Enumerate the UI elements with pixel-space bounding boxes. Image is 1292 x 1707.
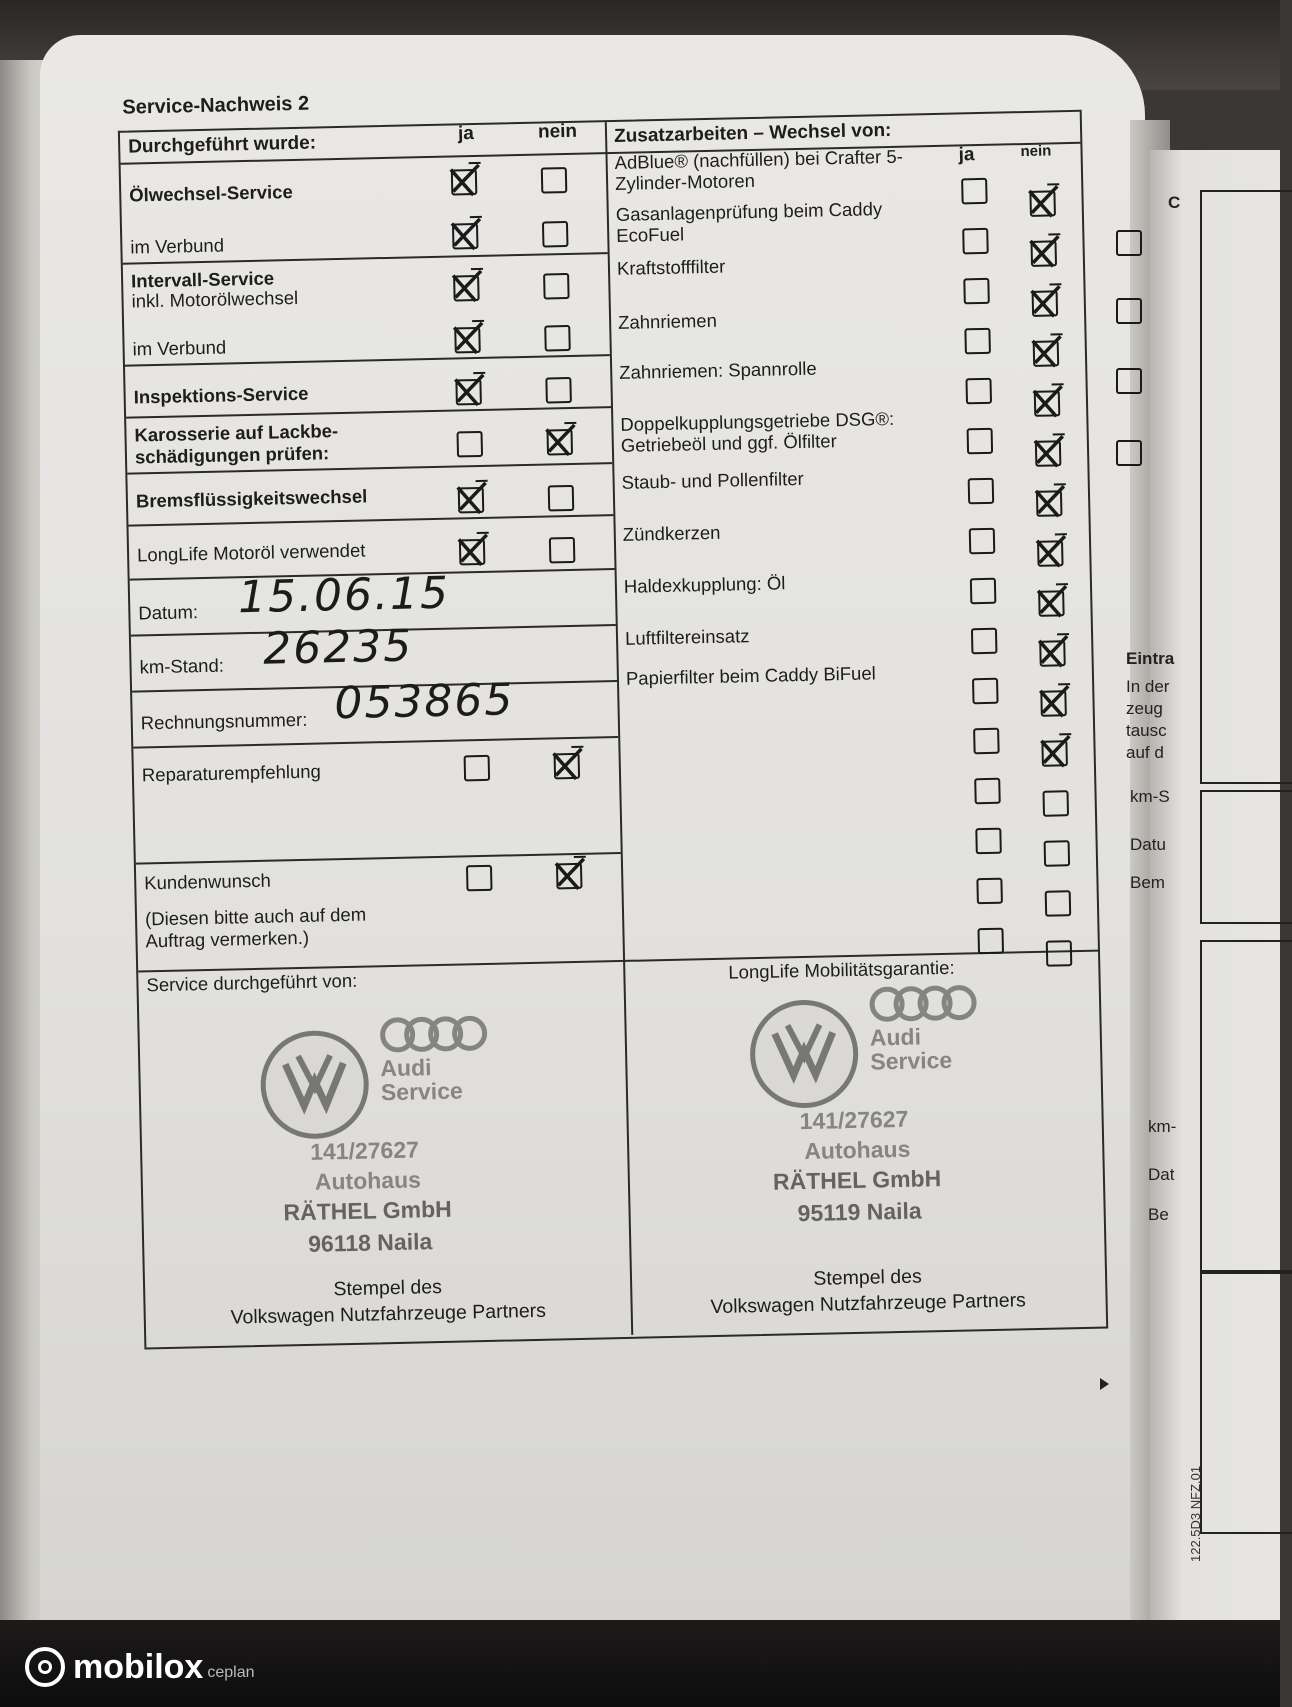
next-page-text: auf d: [1126, 743, 1164, 762]
kundenwunsch-note-1: (Diesen bitte auch auf dem: [144, 903, 367, 930]
watermark-brand: mobilox: [73, 1647, 204, 1686]
checkbox-zusatz-ja[interactable]: [964, 328, 991, 355]
row-label-im-verbund-2: im Verbund: [132, 336, 227, 360]
checkbox-zusatz-ja[interactable]: [973, 728, 1000, 755]
row-divider: [136, 852, 621, 865]
checkbox-zusatz-ja[interactable]: [961, 178, 988, 205]
mobilox-logo-icon: [25, 1647, 65, 1687]
checkbox-nein[interactable]: [549, 537, 576, 564]
checkbox-zusatz-nein[interactable]: [1029, 190, 1056, 217]
km-stand-value: 26235: [262, 620, 414, 675]
next-page-text: Datu: [1130, 835, 1166, 854]
service-record-form: [62, 69, 1129, 1356]
right-row-label: Zündkerzen: [622, 521, 721, 545]
next-page-box-2: [1200, 790, 1292, 924]
row-label-oelwechsel: Ölwechsel-Service: [129, 180, 293, 206]
checkbox-zusatz-nein[interactable]: [1039, 640, 1066, 667]
checkbox-zusatz-nein[interactable]: [1035, 440, 1062, 467]
checkbox-zusatz-ja[interactable]: [965, 378, 992, 405]
row-label-karosserie: Karosserie auf Lackbe-: [134, 420, 339, 446]
right-row-label: Staub- und Pollenfilter: [621, 467, 804, 493]
checkbox-zusatz-nein[interactable]: [1046, 940, 1073, 967]
next-page-text: C: [1168, 193, 1181, 212]
checkbox-zusatz-ja[interactable]: [976, 878, 1003, 905]
checkbox-nein[interactable]: [543, 273, 570, 300]
stamp-number: 141/27627: [309, 1136, 420, 1165]
right-header-ja: ja: [958, 144, 975, 166]
right-row-label: Gasanlagenprüfung beim Caddy: [615, 198, 883, 225]
signature-caption-left-2: Volkswagen Nutzfahrzeuge Partners: [230, 1299, 547, 1329]
next-page-checkbox: [1116, 368, 1142, 394]
left-header-label: Durchgeführt wurde:: [127, 132, 317, 158]
right-row-label: Haldexkupplung: Öl: [623, 572, 786, 597]
checkbox-nein[interactable]: [545, 377, 572, 404]
stamp-line-3: 95119 Naila: [797, 1197, 922, 1227]
audi-rings-icon: [377, 1013, 498, 1056]
form-title: Service-Nachweis 2: [122, 92, 310, 119]
row-label-intervall-sub: inkl. Motorölwechsel: [131, 286, 299, 312]
checkbox-ja[interactable]: [453, 275, 480, 302]
stamp-line-1: Autohaus: [803, 1135, 911, 1165]
row-divider: [133, 736, 618, 749]
checkbox-kundenwunsch-nein[interactable]: [556, 863, 583, 890]
right-header-nein: nein: [1020, 142, 1052, 161]
next-page-checkbox: [1116, 298, 1142, 324]
next-page-text: Be: [1148, 1205, 1169, 1224]
next-page-text: Eintra: [1126, 649, 1175, 668]
checkbox-ja[interactable]: [458, 487, 485, 514]
checkbox-zusatz-ja[interactable]: [972, 678, 999, 705]
stamp-line-2: RÄTHEL GmbH: [283, 1195, 452, 1226]
right-row-label-sub: Zylinder-Motoren: [614, 169, 756, 194]
next-page-text: Dat: [1148, 1165, 1175, 1184]
stamp-audi-text: Audi: [380, 1054, 432, 1082]
checkbox-zusatz-nein[interactable]: [1044, 840, 1071, 867]
stamp-number: 141/27627: [799, 1105, 909, 1135]
stamp-line-2: RÄTHEL GmbH: [772, 1165, 942, 1195]
checkbox-zusatz-ja[interactable]: [968, 478, 995, 505]
next-page-box-3: [1200, 940, 1292, 1274]
checkbox-nein[interactable]: [546, 429, 573, 456]
checkbox-nein[interactable]: [544, 325, 571, 352]
rechnungsnummer-label: Rechnungsnummer:: [140, 708, 308, 734]
checkbox-zusatz-nein[interactable]: [1036, 490, 1063, 517]
km-stand-label: km-Stand:: [139, 654, 225, 678]
stamp-line-3: 96118 Naila: [307, 1228, 433, 1257]
row-label-intervall: Intervall-Service: [130, 267, 275, 292]
watermark: [25, 1647, 255, 1687]
datum-value: 15.06.15: [237, 567, 451, 624]
checkbox-kundenwunsch-ja[interactable]: [466, 865, 493, 892]
right-row-label-sub: EcoFuel: [616, 223, 685, 246]
checkbox-nein[interactable]: [542, 221, 569, 248]
service-by-label: Service durchgeführt von:: [146, 969, 358, 996]
checkbox-nein[interactable]: [548, 485, 575, 512]
left-header-ja: ja: [457, 123, 475, 145]
next-page-box-4: [1200, 1270, 1292, 1534]
checkbox-ja[interactable]: [455, 379, 482, 406]
checkbox-zusatz-nein[interactable]: [1038, 590, 1065, 617]
next-page-text: Bem: [1130, 873, 1165, 892]
checkbox-zusatz-nein[interactable]: [1045, 890, 1072, 917]
right-header-label: Zusatzarbeiten – Wechsel von:: [613, 119, 892, 147]
right-row-label: Zahnriemen: [617, 309, 718, 333]
checkbox-zusatz-ja[interactable]: [967, 428, 994, 455]
checkbox-zusatz-ja[interactable]: [975, 828, 1002, 855]
row-label-inspektion: Inspektions-Service: [133, 382, 309, 408]
checkbox-zusatz-nein[interactable]: [1030, 240, 1057, 267]
stamp-service-text: Service: [380, 1077, 464, 1106]
row-label-im-verbund-1: im Verbund: [130, 234, 225, 258]
checkbox-zusatz-ja[interactable]: [977, 928, 1004, 955]
checkbox-zusatz-nein[interactable]: [1037, 540, 1064, 567]
rechnungsnummer-value: 053865: [333, 674, 515, 730]
signature-caption-right-2: Volkswagen Nutzfahrzeuge Partners: [710, 1289, 1027, 1319]
next-page-text: In der: [1126, 677, 1170, 696]
checkbox-zusatz-ja[interactable]: [971, 628, 998, 655]
datum-label: Datum:: [138, 601, 199, 624]
vw-logo-icon: [749, 999, 859, 1109]
checkbox-ja[interactable]: [452, 223, 479, 250]
form-grid: [118, 110, 1108, 1350]
checkbox-ja[interactable]: [451, 169, 478, 196]
checkbox-zusatz-nein[interactable]: [1033, 340, 1060, 367]
next-page-arrow-icon: [1100, 1378, 1109, 1390]
checkbox-ja[interactable]: [456, 431, 483, 458]
reparatur-label: Reparaturempfehlung: [141, 760, 322, 786]
right-row-label: Doppelkupplungsgetriebe DSG®:: [620, 407, 895, 435]
checkbox-zusatz-nein[interactable]: [1032, 290, 1059, 317]
checkbox-zusatz-nein[interactable]: [1041, 740, 1068, 767]
signature-caption-right-1: Stempel des: [813, 1265, 922, 1290]
next-page-box-1: [1200, 190, 1292, 784]
next-page-checkbox: [1116, 230, 1142, 256]
right-row-label-sub: Getriebeöl und ggf. Ölfilter: [620, 430, 837, 456]
checkbox-reparatur-ja[interactable]: [464, 755, 491, 782]
dealer-stamp-left: [249, 1004, 555, 1270]
checkbox-zusatz-nein[interactable]: [1034, 390, 1061, 417]
next-page-text: km-S: [1130, 787, 1170, 806]
checkbox-zusatz-ja[interactable]: [963, 278, 990, 305]
vw-logo-icon: [260, 1030, 370, 1140]
row-divider: [126, 406, 611, 419]
next-page-checkbox: [1116, 440, 1142, 466]
watermark-sub: ceplan: [207, 1664, 255, 1681]
right-row-label: AdBlue® (nachfüllen) bei Crafter 5-: [614, 145, 904, 173]
dealer-stamp-right: [739, 973, 1045, 1239]
kundenwunsch-note-2: Auftrag vermerken.): [145, 926, 310, 952]
next-page-text: zeug: [1126, 699, 1163, 718]
row-label-bremsfluessigkeit: Bremsflüssigkeitswechsel: [135, 485, 368, 512]
right-row-label: Kraftstofffilter: [616, 255, 726, 279]
checkbox-ja[interactable]: [459, 539, 486, 566]
next-page-text: tausc: [1126, 721, 1167, 740]
form-code: 122.5D3 NFZ.01: [1188, 1465, 1203, 1562]
stamp-line-1: Autohaus: [314, 1166, 422, 1195]
next-page-partial: [1126, 150, 1280, 1630]
checkbox-zusatz-ja[interactable]: [970, 578, 997, 605]
stamp-audi-text: Audi: [869, 1023, 922, 1051]
checkbox-zusatz-nein[interactable]: [1042, 790, 1069, 817]
kundenwunsch-label: Kundenwunsch: [144, 869, 271, 894]
row-divider: [128, 514, 613, 527]
center-divider: [605, 122, 633, 1335]
right-row-label: Luftfiltereinsatz: [624, 625, 750, 649]
stamp-service-text: Service: [870, 1046, 953, 1075]
checkbox-zusatz-ja[interactable]: [962, 228, 989, 255]
right-row-label: Zahnriemen: Spannrolle: [619, 357, 817, 383]
checkbox-zusatz-ja[interactable]: [974, 778, 1001, 805]
checkbox-reparatur-nein[interactable]: [554, 753, 581, 780]
checkbox-nein[interactable]: [541, 167, 568, 194]
right-row-label: Papierfilter beim Caddy BiFuel: [625, 662, 876, 689]
checkbox-zusatz-ja[interactable]: [969, 528, 996, 555]
audi-rings-icon: [867, 982, 988, 1025]
checkbox-zusatz-nein[interactable]: [1040, 690, 1067, 717]
checkbox-ja[interactable]: [454, 327, 481, 354]
row-label-longlife: LongLife Motoröl verwendet: [136, 539, 366, 566]
signature-caption-left-1: Stempel des: [333, 1276, 443, 1301]
next-page-text: km-: [1148, 1117, 1177, 1136]
mobility-label: LongLife Mobilitätsgarantie:: [728, 956, 955, 983]
left-header-nein: nein: [537, 120, 578, 143]
row-label-karosserie-sub: schädigungen prüfen:: [134, 442, 330, 468]
